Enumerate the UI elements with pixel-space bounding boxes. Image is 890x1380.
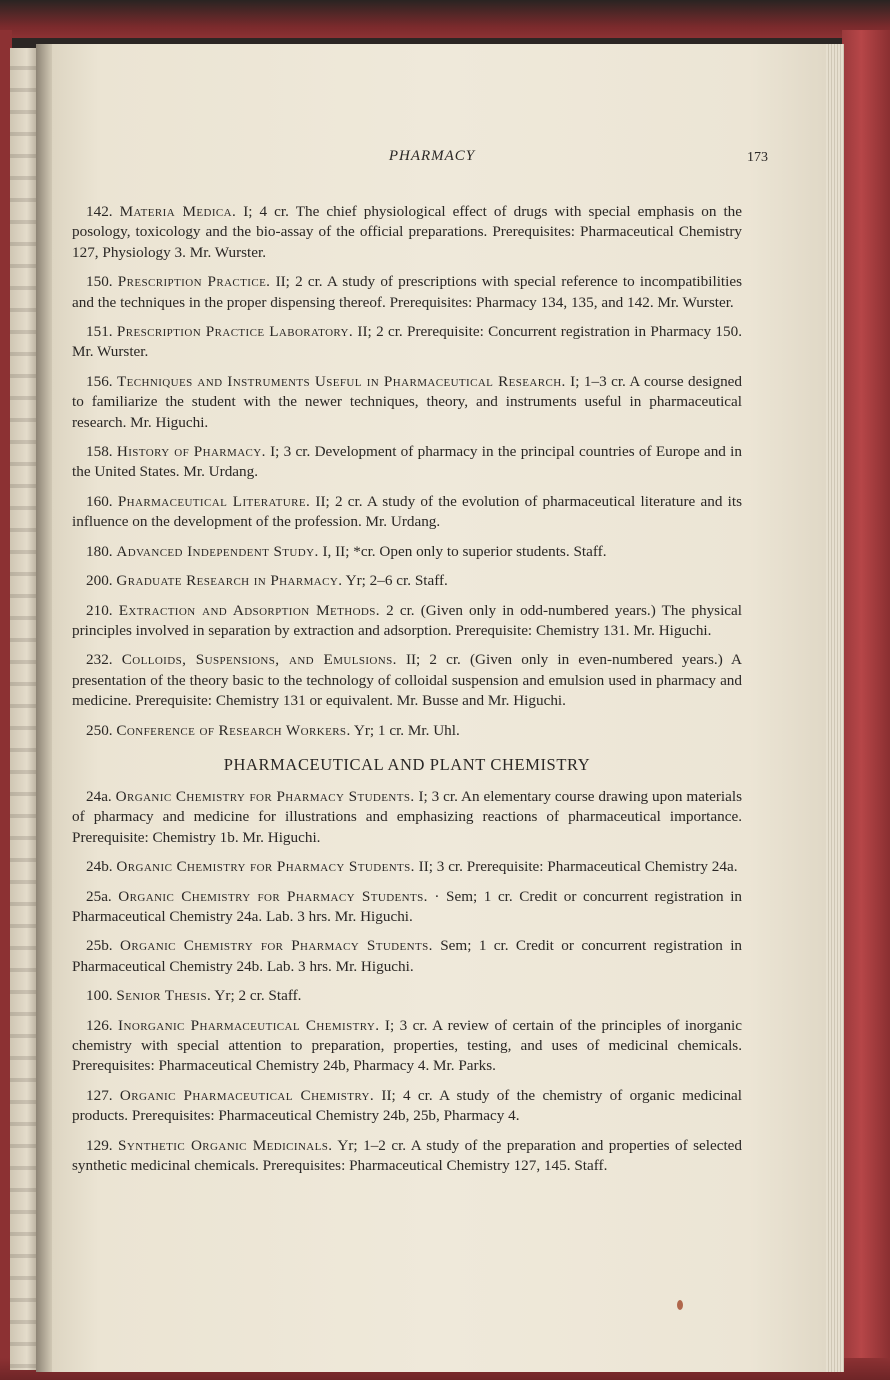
course-number: 250. [86, 721, 113, 739]
ink-mark [677, 1300, 683, 1310]
course-title: Colloids, Suspensions, and Emulsions. [121, 651, 397, 669]
course-title: Conference of Research Workers. [116, 721, 351, 739]
course-title: History of Pharmacy. [116, 443, 266, 461]
previous-page-edge [10, 48, 38, 1370]
course-number: 129. [86, 1136, 113, 1154]
course-entry [72, 887, 742, 928]
course-title: Pharmaceutical Literature. [117, 492, 311, 510]
course-entry [72, 936, 742, 977]
plant-chemistry-course-list [72, 787, 742, 1177]
course-entry [72, 202, 742, 263]
course-description: Yr; 2 cr. Staff. [211, 987, 302, 1005]
course-title: Organic Chemistry for Pharmacy Students. [119, 937, 433, 955]
course-description: Yr; 1 cr. Mr. Uhl. [350, 721, 460, 739]
course-description: II; 2 cr. Prerequisite: Concurrent registration in Pharmacy 150. Mr. Wurster. [72, 323, 743, 361]
course-entry [72, 492, 742, 533]
course-number: 180. [86, 542, 113, 560]
book-page [52, 44, 826, 1372]
running-title: PHARMACY [388, 148, 476, 164]
course-description: II; 2 cr. A study of prescriptions with special reference to incompatibilities and the techniques in the proper dispensing thereof. Prerequisites: Pharmacy 134, 135, and 142. Mr. Wurster. [72, 273, 742, 311]
course-title: Organic Chemistry for Pharmacy Students. [116, 858, 415, 876]
course-description: I; 4 cr. The chief physiological effect of drugs with special emphasis on the posology, toxicology and the bio-assay of the official preparations. Prerequisites: Pharmaceutical Chemistry 127, Physiology 3. Mr. Wurster. [72, 203, 742, 261]
course-description: II; 4 cr. A study of the chemistry of organic medicinal products. Prerequisites: Pharmaceutical Chemistry 24b, 25b, Pharmacy 4. [72, 1086, 742, 1125]
course-number: 127. [86, 1086, 113, 1104]
page-number: 173 [747, 150, 768, 165]
course-entry [72, 721, 742, 741]
course-number: 24b. [86, 858, 113, 876]
course-number: 156. [86, 372, 113, 390]
course-description: I; 3 cr. An elementary course drawing upon materials of pharmacy and medicine for illustrations and emphasizing reactions of pharmaceutical importance. Prerequisite: Chemistry 1b. Mr. Higuchi. [72, 787, 742, 846]
course-entry [72, 857, 742, 877]
course-number: 200. [86, 572, 113, 590]
pharmacy-course-list [72, 202, 742, 741]
course-description: Yr; 2–6 cr. Staff. [342, 572, 448, 590]
course-number: 24a. [86, 787, 112, 805]
course-number: 25a. [86, 887, 112, 905]
course-description: II; 2 cr. A study of the evolution of pharmaceutical literature and its influence on the development of the profession. Mr. Urdang. [72, 492, 742, 531]
course-number: 126. [86, 1016, 113, 1034]
course-title: Inorganic Pharmaceutical Chemistry. [118, 1016, 380, 1034]
course-title: Extraction and Adsorption Methods. [118, 601, 380, 619]
course-entry [72, 1136, 742, 1177]
book-cover-right [842, 30, 890, 1380]
book-cover-top [0, 0, 890, 38]
course-title: Materia Medica. [119, 203, 237, 220]
course-number: 151. [86, 323, 113, 341]
course-description: I; 3 cr. Development of pharmacy in the principal countries of Europe and in the United States. Mr. Urdang. [72, 443, 742, 481]
course-description: I; 3 cr. A review of certain of the principles of inorganic chemistry with special attention to preparation, properties, testing, and uses of medicinal chemicals. Prerequisites: Pharmaceutical Chemistry 24b, Pharmacy 4. Mr. Parks. [72, 1016, 743, 1075]
course-title: Synthetic Organic Medicinals. [118, 1136, 333, 1154]
course-entry [72, 787, 742, 848]
course-title: Prescription Practice Laboratory. [116, 323, 354, 341]
course-entry [72, 650, 742, 711]
course-entry [72, 542, 742, 562]
running-head [52, 148, 826, 172]
course-number: 25b. [86, 937, 113, 955]
course-entry [72, 1086, 742, 1127]
course-description: Yr; 1–2 cr. A study of the preparation and properties of selected synthetic medicinal chemicals. Prerequisites: Pharmaceutical Chemistry 127, 145. Staff. [72, 1136, 743, 1175]
course-title: Techniques and Instruments Useful in Pharmaceutical Research. [117, 372, 566, 390]
course-entry [72, 986, 742, 1006]
course-description: I; 1–3 cr. A course designed to familiarize the student with the newer techniques, theory, and instruments useful in pharmaceutical research. Mr. Higuchi. [72, 372, 742, 431]
page-stack-edge [826, 44, 844, 1372]
course-description: Sem; 1 cr. Credit or concurrent registration in Pharmaceutical Chemistry 24b. Lab. 3 hrs. Mr. Higuchi. [72, 937, 743, 975]
page-content [72, 202, 742, 1185]
course-description: II; 2 cr. (Given only in even-numbered years.) A presentation of the theory basic to the technology of colloidal suspension and emulsion used in pharmacy and medicine. Prerequisite: Chemistry 131 or equivalent. Mr. Busse and Mr. Higuchi. [72, 651, 742, 710]
course-title: Organic Chemistry for Pharmacy Students. [115, 787, 415, 805]
course-number: 210. [86, 601, 113, 619]
course-title: Organic Pharmaceutical Chemistry. [119, 1086, 375, 1104]
course-number: 150. [86, 273, 113, 291]
course-entry [72, 601, 742, 642]
course-description: · Sem; 1 cr. Credit or concurrent registration in Pharmaceutical Chemistry 24a. Lab. 3 hrs. Mr. Higuchi. [72, 887, 743, 925]
course-entry [72, 322, 742, 363]
course-title: Advanced Independent Study. [116, 542, 319, 560]
course-entry [72, 442, 742, 483]
course-description: 2 cr. (Given only in odd-numbered years.) The physical principles involved in separation by extraction and adsorption. Prerequisite: Chemistry 131. Mr. Higuchi. [72, 601, 742, 639]
course-description: II; 3 cr. Prerequisite: Pharmaceutical Chemistry 24a. [414, 858, 738, 876]
course-entry [72, 372, 742, 433]
course-title: Graduate Research in Pharmacy. [116, 572, 343, 590]
course-number: 158. [86, 443, 113, 461]
course-title: Organic Chemistry for Pharmacy Students. [118, 887, 428, 905]
course-title: Prescription Practice. [117, 273, 271, 291]
course-number: 160. [86, 492, 113, 510]
course-description: I, II; *cr. Open only to superior students. Staff. [318, 542, 607, 560]
course-entry [72, 1016, 742, 1077]
course-title: Senior Thesis. [116, 987, 212, 1005]
course-entry [72, 272, 742, 313]
course-number: 100. [86, 987, 113, 1005]
section-heading: PHARMACEUTICAL AND PLANT CHEMISTRY [223, 754, 591, 774]
course-number: 142. [86, 203, 113, 220]
course-number: 232. [86, 651, 113, 669]
course-entry [72, 571, 742, 591]
